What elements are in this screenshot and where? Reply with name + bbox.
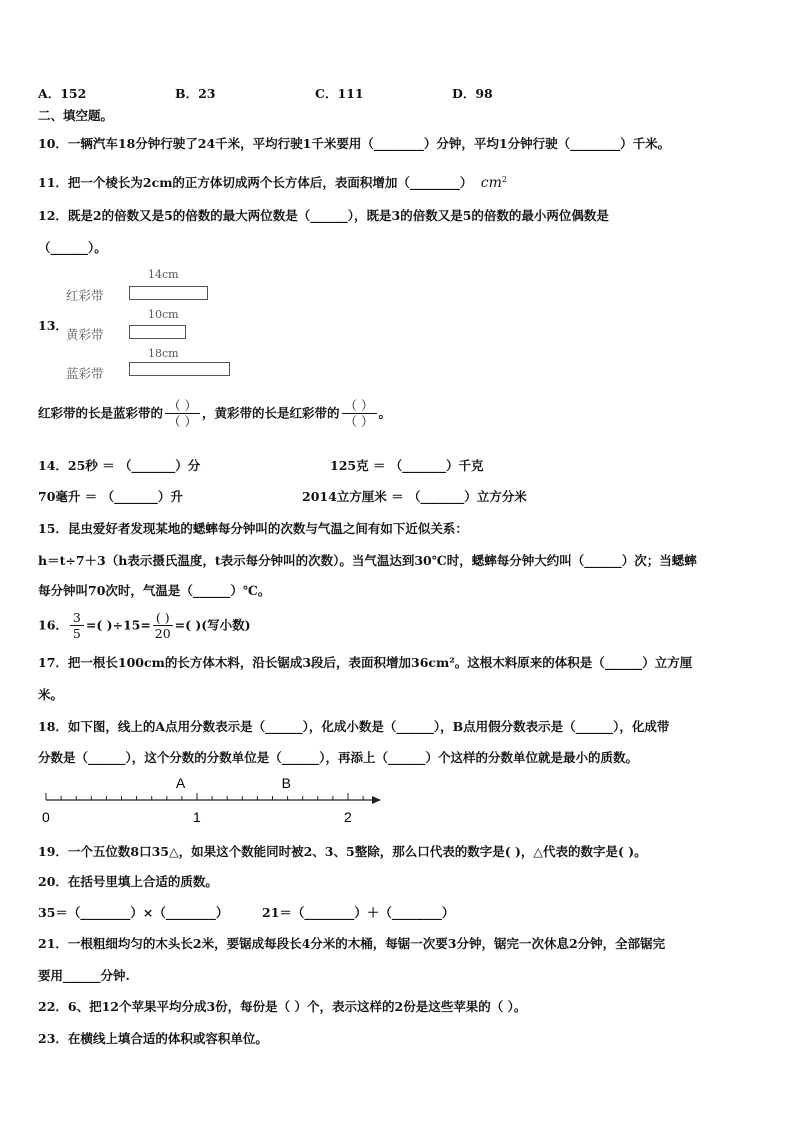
option-a: A．152: [38, 86, 87, 101]
question-20-eq2: 21＝（________）＋（________）: [262, 905, 455, 920]
tape-blue-length: 18cm: [148, 347, 179, 360]
question-20: 20．在括号里填上合适的质数。: [38, 874, 218, 889]
section-heading: 二、填空题。: [38, 108, 114, 123]
question-11-unit-sup: 2: [501, 175, 508, 184]
q16-number: 16．: [38, 617, 68, 633]
number-line-arrow: [372, 796, 381, 804]
question-14-c: 70毫升 ＝ （_______）升: [38, 489, 183, 504]
question-23: 23．在横线上填合适的体积或容积单位。: [38, 1031, 268, 1046]
q13-fraction-2-den: （ ）: [344, 414, 374, 429]
question-18-line2: 分数是（______），这个分数的分数单位是（______），再添上（______）个这样的分数单位就是最小的质数。: [38, 750, 639, 765]
question-12-line2: （______）。: [38, 240, 107, 255]
q13-fraction-2: [342, 398, 377, 429]
tape-yellow-label: 黄彩带: [66, 327, 104, 342]
point-a-label: A: [175, 778, 186, 791]
question-11-text: 11．把一个棱长为2cm的正方体切成两个长方体后，表面积增加（________）: [38, 175, 473, 191]
question-21-line2: 要用______分钟.: [38, 968, 130, 983]
question-13-sentence: [38, 398, 391, 429]
question-15-line3: 每分钟叫70次时，气温是（______）℃。: [38, 583, 271, 598]
question-16: [38, 610, 251, 641]
question-19: 19．一个五位数8口35△，如果这个数能同时被2、3、5整除，那么口代表的数字是( )，△代表的数字是( )。: [38, 844, 647, 859]
q13-text-a: 红彩带的长是蓝彩带的: [38, 405, 164, 421]
q16-tail: =( )(写小数): [174, 617, 251, 633]
q13-text-end: 。: [378, 405, 392, 421]
q13-fraction-1: [165, 398, 200, 429]
question-11-unit: cm: [480, 175, 502, 192]
number-line-figure: [36, 778, 396, 826]
question-14-a: 14．25秒 ＝ （_______）分: [38, 458, 201, 473]
question-17-line1: 17．把一根长100cm的长方体木料，沿长锯成3段后，表面积增加36cm²。这根木料原来的体积是（______）立方厘: [38, 655, 693, 670]
tape-red-label: 红彩带: [66, 288, 104, 303]
question-14-d: 2014立方厘米 ＝ （_______）立方分米: [302, 489, 527, 504]
tape-yellow-bar: [129, 325, 186, 339]
tape-yellow-length: 10cm: [148, 308, 179, 321]
question-22: 22．6、把12个苹果平均分成3份，每份是（ ）个，表示这样的2份是这些苹果的（ ）。: [38, 999, 527, 1014]
option-d: D．98: [452, 86, 493, 101]
q16-fraction-1: [70, 610, 84, 641]
tick-label-1: 1: [193, 809, 201, 825]
question-17-line2: 米。: [38, 687, 64, 702]
question-15-line2: h＝t÷7＋3（h表示摄氏温度，t表示每分钟叫的次数）。当气温达到30℃时，蟋蟀每分钟大约叫（______）次；当蟋蟀: [38, 553, 697, 568]
q13-fraction-1-num: （ ）: [165, 398, 200, 414]
q16-fraction-1-num: 3: [70, 610, 84, 626]
q13-fraction-1-den: （ ）: [168, 414, 197, 429]
option-b: B．23: [175, 86, 216, 101]
q13-text-b: ，黄彩带的长是红彩带的: [202, 405, 340, 421]
question-20-eq1: 35＝（________）×（________）: [38, 905, 229, 920]
q16-fraction-2-den: 20: [154, 626, 171, 641]
question-15-line1: 15．昆虫爱好者发现某地的蟋蟀每分钟叫的次数与气温之间有如下近似关系：: [38, 521, 468, 536]
tape-red-bar: [129, 286, 208, 300]
question-12-line1: 12．既是2的倍数又是5的倍数的最大两位数是（______），既是3的倍数又是5的倍数的最小两位偶数是: [38, 208, 609, 223]
question-10: 10．一辆汽车18分钟行驶了24千米，平均行驶1千米要用（________）分钟，平均1分钟行驶（________）千米。: [38, 136, 671, 151]
q16-fraction-2-num: ( ): [153, 610, 173, 626]
tape-blue-bar: [129, 362, 230, 376]
q16-fraction-2: [153, 610, 173, 641]
question-13-number: 13．: [38, 318, 68, 333]
q16-middle: =( )÷15=: [85, 617, 151, 633]
tape-red-length: 14cm: [148, 268, 179, 281]
tick-label-2: 2: [344, 809, 352, 825]
question-21-line1: 21．一根粗细均匀的木头长2米，要锯成每段长4分米的木桶，每锯一次要3分钟，锯完一次休息2分钟，全部锯完: [38, 936, 666, 951]
question-18-line1: 18．如下图，线上的A点用分数表示是（______），化成小数是（______），B点用假分数表示是（______），化成带: [38, 719, 670, 734]
q16-fraction-1-den: 5: [72, 626, 81, 641]
question-14-b: 125克 ＝ （_______）千克: [330, 458, 484, 473]
tape-blue-label: 蓝彩带: [66, 366, 104, 381]
tick-label-0: 0: [42, 809, 50, 825]
question-11: [38, 172, 507, 191]
q13-fraction-2-num: （ ）: [342, 398, 377, 414]
option-c: C．111: [315, 86, 364, 101]
point-b-label: B: [281, 778, 291, 791]
